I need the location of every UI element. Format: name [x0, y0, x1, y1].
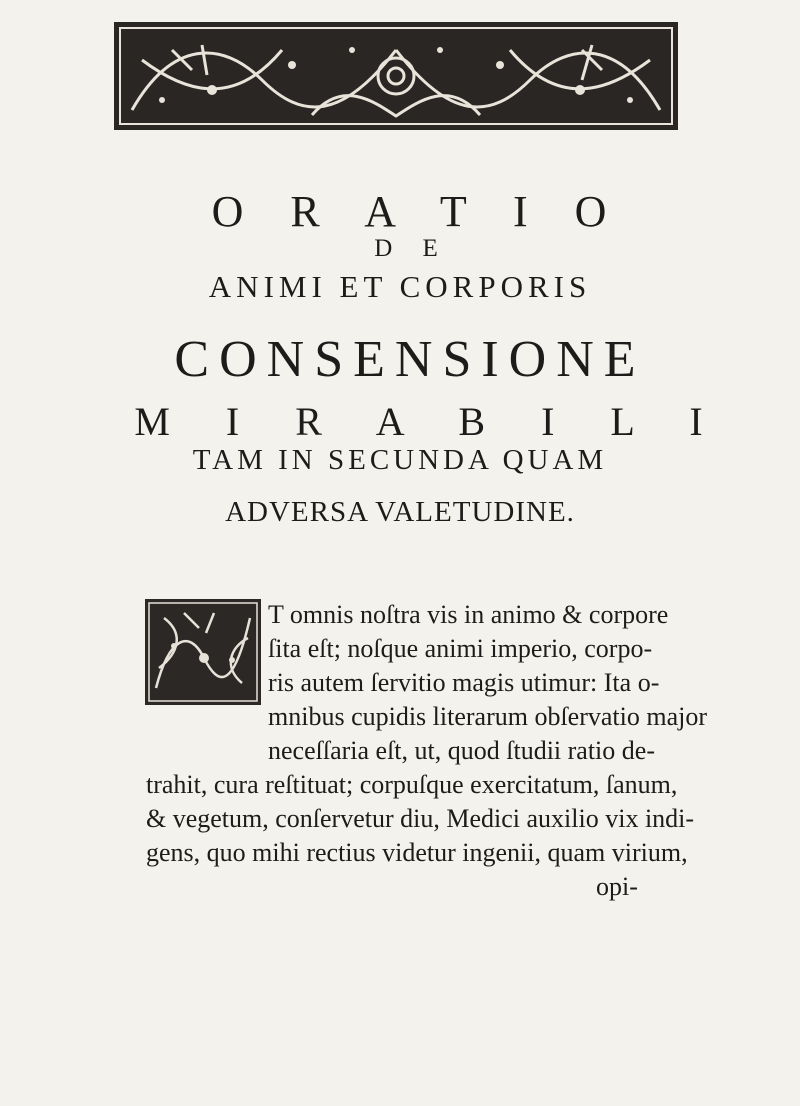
text-line-8: gens, quo mihi rectius videtur ingenii, quam virium,	[146, 838, 688, 867]
title-adversa-valetudine: ADVERSA VALETUDINE.	[225, 496, 575, 528]
headpiece-ornament	[112, 20, 680, 132]
title-consensione: CONSENSIONE	[174, 331, 646, 388]
text-line-6: trahit, cura reſtituat; corpuſque exercitatum, ſanum,	[146, 770, 678, 799]
title-mirabili: M I R A B I L I	[134, 399, 726, 444]
text-line-3: ris autem ſervitio magis utimur: Ita o-	[268, 668, 660, 697]
title-animi-et-corporis: ANIMI ET CORPORIS	[208, 269, 592, 304]
catchword: opi-	[596, 872, 638, 901]
title-de: D E	[374, 235, 450, 262]
title-oratio: O R A T I O	[211, 187, 625, 236]
text-line-7: & vegetum, conſervetur diu, Medici auxilio vix indi-	[146, 804, 695, 833]
text-line-5: neceſſaria eſt, ut, quod ſtudii ratio de-	[268, 736, 655, 765]
decorated-initial-icon	[144, 598, 262, 706]
initial-letter-ornament	[144, 598, 262, 706]
text-line-2: ſita eſt; noſque animi imperio, corpo-	[268, 634, 653, 663]
title-tam-in-secunda: TAM IN SECUNDA QUAM	[192, 444, 608, 476]
floral-headpiece-icon	[112, 20, 680, 132]
text-line-1: T omnis noſtra vis in animo & corpore	[268, 600, 669, 629]
text-line-4: mnibus cupidis literarum obſervatio major	[268, 702, 708, 731]
